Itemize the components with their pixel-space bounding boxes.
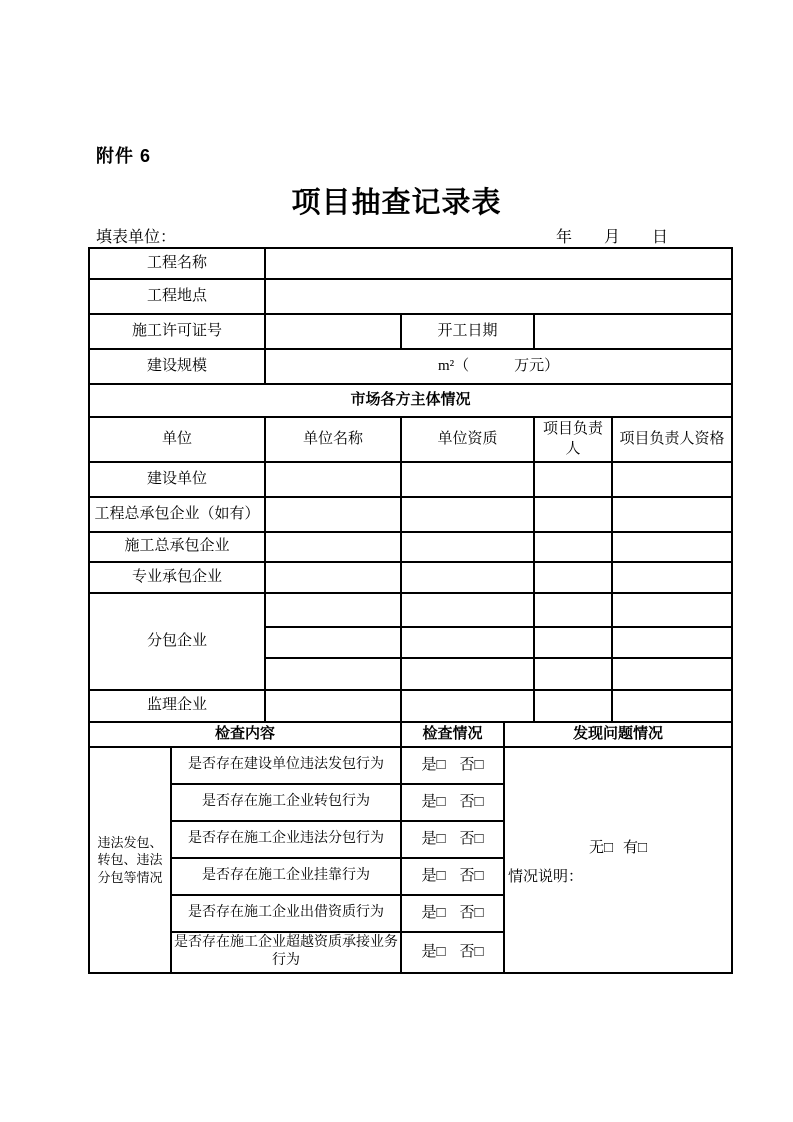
market-cell[interactable]	[265, 627, 401, 658]
market-cell[interactable]	[265, 658, 401, 690]
market-cell[interactable]	[534, 462, 612, 497]
inspection-problem-header: 发现问题情况	[504, 722, 732, 747]
status-cell	[401, 895, 504, 932]
row-inspection-headers	[89, 722, 732, 747]
market-col-name: 单位名称	[265, 417, 401, 462]
no-checkbox[interactable]: 否□	[459, 904, 484, 921]
inspection-status-header: 检查情况	[401, 722, 504, 747]
market-col-leader: 项目负责人	[534, 417, 612, 462]
market-cell[interactable]	[401, 532, 534, 562]
no-checkbox[interactable]: 否□	[459, 867, 484, 884]
date-line: 年 月 日	[555, 229, 668, 246]
no-checkbox[interactable]: 否□	[459, 793, 484, 810]
no-checkbox[interactable]: 否□	[459, 944, 484, 961]
status-cell	[401, 932, 504, 974]
market-cell[interactable]	[612, 562, 732, 593]
market-cell[interactable]	[534, 627, 612, 658]
no-checkbox[interactable]: 否□	[459, 830, 484, 847]
status-cell	[401, 858, 504, 895]
epc-label: 工程总承包企业（如有）	[89, 497, 265, 532]
market-cell[interactable]	[534, 593, 612, 627]
scale-label: 建设规模	[89, 349, 265, 384]
project-name-label: 工程名称	[89, 248, 265, 279]
inspection-item-label: 是否存在施工企业转包行为	[171, 784, 401, 821]
problem-cell	[504, 747, 732, 974]
market-cell[interactable]	[534, 532, 612, 562]
market-section-title: 市场各方主体情况	[89, 384, 732, 417]
has-checkbox[interactable]: 有□	[623, 839, 648, 856]
start-date-value-cell[interactable]	[534, 314, 732, 349]
market-cell[interactable]	[265, 497, 401, 532]
row-general-contractor	[89, 532, 732, 562]
status-cell	[401, 821, 504, 858]
project-name-value-cell[interactable]	[265, 248, 732, 279]
market-cell[interactable]	[534, 497, 612, 532]
row-professional-contractor	[89, 562, 732, 593]
market-cell[interactable]	[401, 562, 534, 593]
status-cell	[401, 747, 504, 784]
professional-contractor-label: 专业承包企业	[89, 562, 265, 593]
attachment-label: 附件 6	[96, 146, 152, 166]
inspection-row	[89, 747, 732, 784]
construction-unit-label: 建设单位	[89, 462, 265, 497]
market-cell[interactable]	[401, 658, 534, 690]
inspection-item-label: 是否存在施工企业出借资质行为	[171, 895, 401, 932]
yes-checkbox[interactable]: 是□	[421, 944, 446, 961]
inspection-content-header: 检查内容	[89, 722, 401, 747]
inspection-item-label: 是否存在施工企业挂靠行为	[171, 858, 401, 895]
row-project-name	[89, 248, 732, 279]
row-epc	[89, 497, 732, 532]
row-construction-unit	[89, 462, 732, 497]
none-checkbox[interactable]: 无□	[588, 839, 614, 856]
page-title: 项目抽查记录表	[291, 187, 502, 219]
problem-note-label: 情况说明：	[508, 868, 584, 885]
yes-checkbox[interactable]: 是□	[421, 904, 446, 921]
meta-line	[96, 224, 668, 247]
market-cell[interactable]	[534, 562, 612, 593]
form-table	[88, 247, 733, 974]
row-scale	[89, 349, 732, 384]
yes-checkbox[interactable]: 是□	[421, 756, 446, 773]
market-cell[interactable]	[401, 690, 534, 722]
row-permit	[89, 314, 732, 349]
inspection-item-label: 是否存在施工企业违法分包行为	[171, 821, 401, 858]
project-location-label: 工程地点	[89, 279, 265, 314]
row-subcontractor-1	[89, 593, 732, 627]
yes-checkbox[interactable]: 是□	[421, 830, 446, 847]
fill-unit-label: 填表单位：	[96, 229, 177, 246]
market-cell[interactable]	[612, 497, 732, 532]
market-cell[interactable]	[534, 658, 612, 690]
permit-no-label: 施工许可证号	[89, 314, 265, 349]
market-cell[interactable]	[265, 562, 401, 593]
market-col-leader-cert: 项目负责人资格	[612, 417, 732, 462]
general-contractor-label: 施工总承包企业	[89, 532, 265, 562]
market-cell[interactable]	[401, 462, 534, 497]
start-date-label: 开工日期	[401, 314, 534, 349]
subcontractor-label: 分包企业	[89, 593, 265, 690]
inspection-item-label: 是否存在建设单位违法发包行为	[171, 747, 401, 784]
status-cell	[401, 784, 504, 821]
permit-no-value-cell[interactable]	[265, 314, 401, 349]
supervision-label: 监理企业	[89, 690, 265, 722]
problem-options	[507, 833, 729, 858]
market-cell[interactable]	[265, 690, 401, 722]
no-checkbox[interactable]: 否□	[459, 756, 484, 773]
market-cell[interactable]	[612, 532, 732, 562]
yes-checkbox[interactable]: 是□	[421, 867, 446, 884]
market-cell[interactable]	[265, 532, 401, 562]
row-project-location	[89, 279, 732, 314]
market-cell[interactable]	[401, 497, 534, 532]
market-cell[interactable]	[401, 627, 534, 658]
market-cell[interactable]	[612, 627, 732, 658]
row-market-title	[89, 384, 732, 417]
market-cell[interactable]	[612, 462, 732, 497]
market-cell[interactable]	[534, 690, 612, 722]
row-market-headers	[89, 417, 732, 462]
market-cell[interactable]	[265, 593, 401, 627]
market-cell[interactable]	[612, 593, 732, 627]
market-cell[interactable]	[612, 690, 732, 722]
inspection-category-label: 违法发包、转包、违法分包等情况	[89, 747, 171, 974]
project-location-value-cell[interactable]	[265, 279, 732, 314]
market-cell[interactable]	[401, 593, 534, 627]
market-col-unit: 单位	[89, 417, 265, 462]
row-supervision	[89, 690, 732, 722]
yes-checkbox[interactable]: 是□	[421, 793, 446, 810]
market-cell[interactable]	[265, 462, 401, 497]
inspection-item-label: 是否存在施工企业超越资质承接业务行为	[171, 932, 401, 974]
market-cell[interactable]	[612, 658, 732, 690]
scale-value-cell[interactable]: m²（ 万元）	[265, 349, 732, 384]
market-col-qualification: 单位资质	[401, 417, 534, 462]
